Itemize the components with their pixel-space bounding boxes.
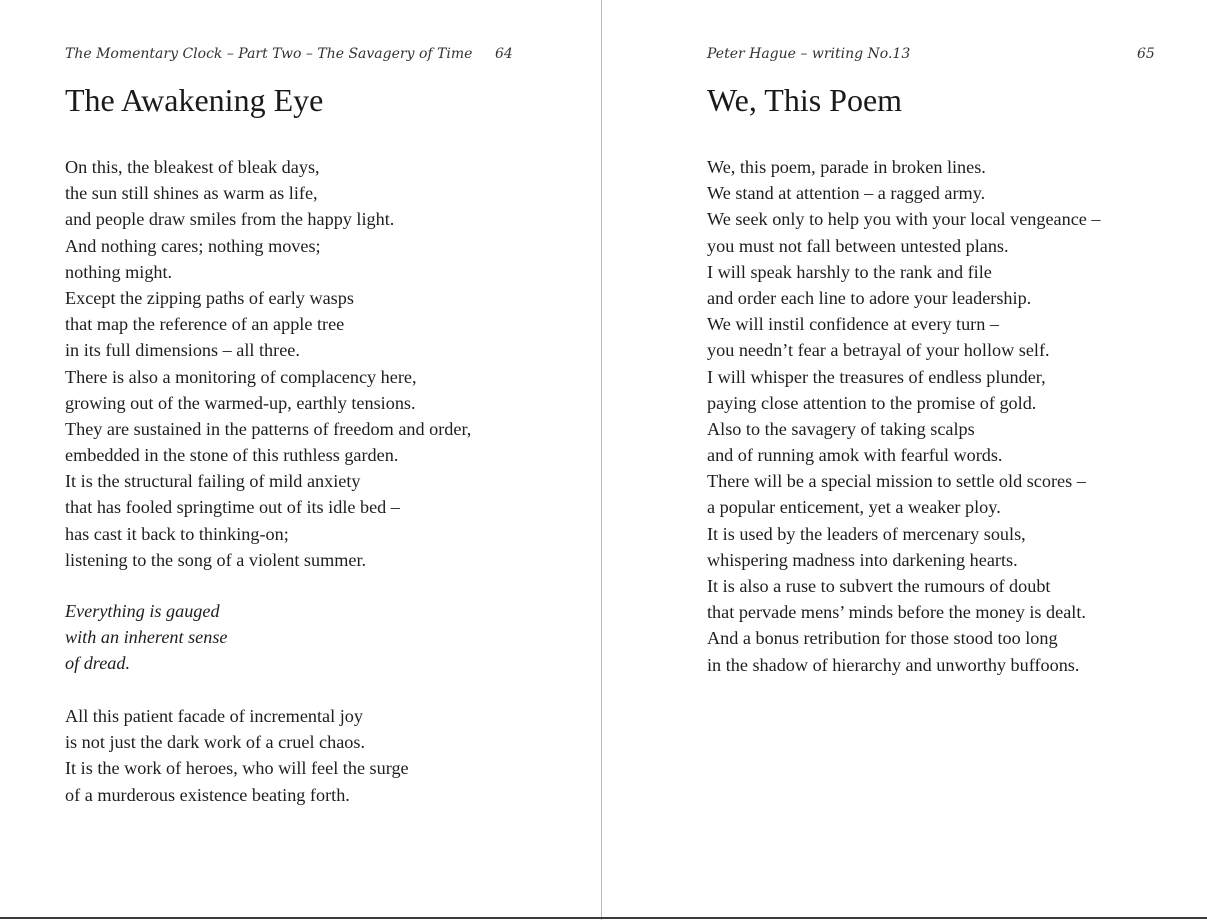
poem-line: listening to the song of a violent summer. <box>65 549 367 570</box>
left-poem-title: The Awakening Eye <box>65 82 324 118</box>
left-page-number: 64 <box>495 46 513 62</box>
right-page <box>603 0 1207 920</box>
poem-line: of dread. <box>65 653 130 674</box>
poem-line: nothing might. <box>65 261 173 282</box>
poem-line: And nothing cares; nothing moves; <box>65 235 321 256</box>
poem-line: On this, the bleakest of bleak days, <box>65 157 320 177</box>
poem-line: We seek only to help you with your local vengeance – <box>707 209 1101 230</box>
poem-line: We, this poem, parade in broken lines. <box>707 157 986 177</box>
poem-line: paying close attention to the promise of gold. <box>707 392 1037 413</box>
left-stanza-3 <box>65 703 409 808</box>
poem-line: in the shadow of hierarchy and unworthy buffoons. <box>707 654 1080 675</box>
poem-line: of a murderous existence beating forth. <box>65 784 350 805</box>
poem-line: and people draw smiles from the happy light. <box>65 209 395 230</box>
poem-line: It is the structural failing of mild anxiety <box>65 471 361 492</box>
poem-line: you needn’t fear a betrayal of your hollow self. <box>707 340 1050 361</box>
poem-line: is not just the dark work of a cruel chaos. <box>65 732 366 753</box>
page-gutter-divider <box>601 0 602 920</box>
poem-line: embedded in the stone of this ruthless garden. <box>65 445 399 466</box>
left-page <box>0 0 602 920</box>
poem-line: I will speak harshly to the rank and file <box>707 261 992 282</box>
poem-line: Everything is gauged <box>65 601 220 621</box>
poem-line: a popular enticement, yet a weaker ploy. <box>707 497 1001 518</box>
poem-line: that pervade mens’ minds before the money is dealt. <box>707 602 1086 623</box>
right-running-head: Peter Hague – writing No.13 <box>707 46 911 62</box>
left-stanza-2 <box>65 598 228 677</box>
poem-line: It is the work of heroes, who will feel the surge <box>65 758 409 779</box>
poem-line: There is also a monitoring of complacency here, <box>65 366 417 387</box>
poem-line: We will instil confidence at every turn – <box>707 314 999 335</box>
bottom-edge-rule <box>0 917 1207 919</box>
poem-line: in its full dimensions – all three. <box>65 340 300 361</box>
poem-line: growing out of the warmed-up, earthly tensions. <box>65 392 416 413</box>
poem-line: And a bonus retribution for those stood too long <box>707 628 1058 649</box>
left-running-head: The Momentary Clock – Part Two – The Savagery of Time <box>65 46 473 62</box>
poem-line: Except the zipping paths of early wasps <box>65 287 354 308</box>
right-poem-title: We, This Poem <box>707 82 903 118</box>
poem-line: has cast it back to thinking-on; <box>65 523 289 544</box>
poem-line: and order each line to adore your leadership. <box>707 287 1032 308</box>
poem-line: that has fooled springtime out of its idle bed – <box>65 497 400 518</box>
poem-line: with an inherent sense <box>65 627 228 648</box>
poem-line: It is also a ruse to subvert the rumours of doubt <box>707 576 1051 596</box>
right-stanza-1 <box>707 154 1101 678</box>
left-stanza-1 <box>65 154 471 573</box>
poem-line: They are sustained in the patterns of freedom and order, <box>65 418 472 439</box>
poem-line: There will be a special mission to settle old scores – <box>707 471 1086 492</box>
poem-line: and of running amok with fearful words. <box>707 445 1003 466</box>
poem-line: whispering madness into darkening hearts. <box>707 549 1018 570</box>
poem-line: the sun still shines as warm as life, <box>65 183 318 204</box>
poem-line: All this patient facade of incremental joy <box>65 706 363 726</box>
poem-line: you must not fall between untested plans. <box>707 235 1009 256</box>
poem-line: I will whisper the treasures of endless plunder, <box>707 366 1046 387</box>
poem-line: We stand at attention – a ragged army. <box>707 183 986 204</box>
poem-line: It is used by the leaders of mercenary souls, <box>707 523 1026 544</box>
right-page-number: 65 <box>1137 46 1155 62</box>
poem-line: Also to the savagery of taking scalps <box>707 418 975 439</box>
poem-line: that map the reference of an apple tree <box>65 314 345 335</box>
